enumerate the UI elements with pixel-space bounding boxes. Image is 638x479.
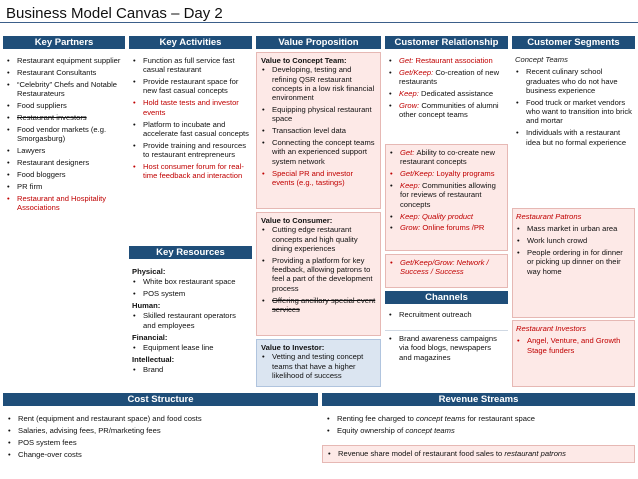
list-item: • Get/Keep/Grow: Network / Success / Success — [389, 258, 504, 277]
restaurant-investors-label: Restaurant Investors — [516, 324, 587, 333]
list-item: • Function as full service fast casual restaurant — [132, 56, 249, 75]
key-partners-header: Key Partners — [3, 36, 125, 49]
list-item: • Brand — [132, 365, 249, 374]
list-item: • People ordering in for dinner or picking up dinner on their way home — [516, 248, 631, 276]
page-title: Business Model Canvas – Day 2 — [6, 5, 223, 22]
title-rule — [0, 22, 638, 23]
list-item: • Food suppliers — [6, 101, 122, 110]
customer-segments-header: Customer Segments — [512, 36, 635, 49]
value-team-label: Value to Concept Team: — [261, 56, 347, 65]
segments-concept-box — [512, 52, 635, 205]
list-item: • Grow: Communities of alumni other concept teams — [388, 101, 505, 120]
list-item: • Salaries, advising fees, PR/marketing fees — [7, 426, 314, 435]
list-item: • Restaurant equipment supplier — [6, 56, 122, 65]
list-item: • Providing a platform for key feedback, allowing patrons to feel a part of the development process — [261, 256, 376, 293]
intellectual-label: Intellectual: — [132, 354, 175, 364]
list-item: • Angel, Venture, and Growth Stage funders — [516, 336, 631, 355]
value-investor-label: Value to Investor: — [261, 343, 325, 352]
value-proposition-header: Value Proposition — [256, 36, 381, 49]
list-item: • Provide restaurant space for new fast casual concepts — [132, 77, 249, 96]
list-item: • POS system fees — [7, 438, 314, 447]
cost-structure-box — [3, 410, 318, 478]
relationship-box-1 — [385, 52, 508, 142]
segments-investors-box — [512, 320, 635, 387]
cost-structure-header: Cost Structure — [3, 393, 318, 406]
relationship-box-2 — [385, 144, 508, 251]
list-item: • Host consumer forum for real-time feedback and interaction — [132, 162, 249, 181]
restaurant-patrons-label: Restaurant Patrons — [516, 212, 582, 221]
list-item: • Restaurant Consultants — [6, 68, 122, 77]
list-item: • Work lunch crowd — [516, 236, 631, 245]
list-item: • Rent (equipment and restaurant space) and food costs — [7, 414, 314, 423]
key-activities-box — [129, 52, 252, 242]
relationship-box-3 — [385, 254, 508, 288]
list-item: • Mass market in urban area — [516, 224, 631, 233]
channels-box-2 — [385, 330, 508, 387]
key-resources-header: Key Resources — [129, 246, 252, 259]
revenue-box-1 — [322, 410, 635, 442]
list-item: • Grow: Online forums /PR — [389, 223, 504, 232]
value-investor-box — [256, 339, 381, 387]
human-label: Human: — [132, 301, 161, 311]
list-item: • Keep: Communities allowing for reviews of restaurant concepts — [389, 181, 504, 209]
list-item: • Restaurant and Hospitality Associations — [6, 194, 122, 213]
list-item: • Special PR and investor events (e.g., tastings) — [261, 169, 376, 188]
value-consumer-label: Value to Consumer: — [261, 216, 333, 225]
list-item: • Developing, testing and refining QSR restaurant concepts in a low risk financial environment — [261, 65, 376, 102]
list-item: • Equipment lease line — [132, 343, 249, 352]
concept-teams-label: Concept Teams — [515, 55, 568, 64]
list-item: • Equity ownership of concept teams — [326, 426, 631, 435]
key-activities-header: Key Activities — [129, 36, 252, 49]
list-item: • “Celebrity” Chefs and Notable Restaurateurs — [6, 80, 122, 99]
list-item: • Keep: Quality product — [389, 212, 504, 221]
physical-label: Physical: — [132, 267, 166, 276]
list-item: • Provide training and resources to restaurant entrepreneurs — [132, 141, 249, 160]
list-item: • Food vendor markets (e.g. Smorgasburg) — [6, 125, 122, 144]
list-item: • Change-over costs — [7, 450, 314, 459]
list-item: • Offering ancillary special event services — [261, 296, 376, 315]
value-team-box — [256, 52, 381, 209]
list-item: • Vetting and testing concept teams that have a higher likelihood of success — [261, 352, 376, 380]
channels-header: Channels — [385, 291, 508, 304]
list-item: • Restaurant investors — [6, 113, 122, 122]
key-partners-box — [3, 52, 125, 387]
segments-patrons-box — [512, 208, 635, 318]
list-item: • Restaurant designers — [6, 158, 122, 167]
list-item: • Revenue share model of restaurant food sales to restaurant patrons — [327, 449, 630, 458]
list-item: • Lawyers — [6, 146, 122, 155]
list-item: • Food bloggers — [6, 170, 122, 179]
list-item: • Renting fee charged to concept teams for restaurant space — [326, 414, 631, 423]
list-item: • Cutting edge restaurant concepts and high quality dining experiences — [261, 225, 376, 253]
customer-relationship-header: Customer Relationship — [385, 36, 508, 49]
list-item: • Brand awareness campaigns via food blogs, newspapers and magazines — [388, 334, 505, 362]
list-item: • PR firm — [6, 182, 122, 191]
list-item: • Recruitment outreach — [388, 310, 505, 319]
list-item: • POS system — [132, 289, 249, 298]
list-item: • Get: Restaurant association — [388, 56, 505, 65]
list-item: • Equipping physical restaurant space — [261, 105, 376, 124]
list-item: • Get: Ability to co-create new restaurant concepts — [389, 148, 504, 167]
revenue-box-2 — [322, 445, 635, 463]
list-item: • Keep: Dedicated assistance — [388, 89, 505, 98]
financial-label: Financial: — [132, 332, 168, 342]
list-item: • Hold taste tests and investor events — [132, 98, 249, 117]
key-resources-box — [129, 263, 252, 387]
value-consumer-box — [256, 212, 381, 336]
list-item: • Skilled restaurant operators and employees — [132, 311, 249, 330]
list-item: • Get/Keep: Co-creation of new restaurants — [388, 68, 505, 87]
list-item: • Individuals with a restaurant idea but no formal experience — [515, 128, 632, 147]
list-item: • White box restaurant space — [132, 277, 249, 286]
revenue-streams-header: Revenue Streams — [322, 393, 635, 406]
list-item: • Get/Keep: Loyalty programs — [389, 169, 504, 178]
list-item: • Transaction level data — [261, 126, 376, 135]
list-item: • Recent culinary school graduates who do not have business experience — [515, 67, 632, 95]
list-item: • Platform to incubate and accelerate fast casual concepts — [132, 120, 249, 139]
channels-box-1 — [385, 306, 508, 330]
list-item: • Connecting the concept teams with an experienced support system network — [261, 138, 376, 166]
list-item: • Food truck or market vendors who want to transition into brick and mortar — [515, 98, 632, 126]
